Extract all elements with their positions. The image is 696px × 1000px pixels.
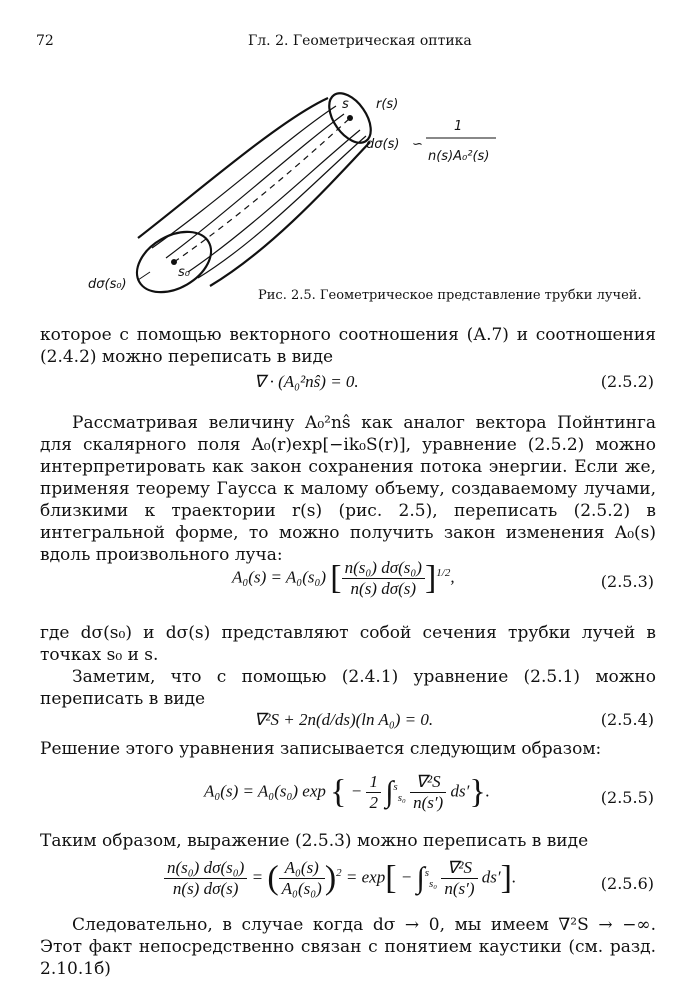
page-number: 72 [36,33,54,49]
paragraph-7: Следовательно, в случае когда dσ → 0, мы имеем ∇²S → −∞. Этот факт непосредственно связан с понятием каустики (см. разд. 2.10.1б) [40,915,656,979]
label-dsigma-s0: dσ(s₀) [88,277,127,292]
equation-2-5-5: A₀(s) = A₀(s₀) exp { − $\frac{1}{2}$ ∫$^s_{s_0}$ $\frac{\text{∇²S}}{n(s')}$ ds′}. (2.5.5) [204,772,654,812]
point-s [347,115,353,121]
paragraph-3: где dσ(s₀) и dσ(s) представляют собой сечения трубки лучей в точках s₀ и s. [40,623,656,665]
tube-upper-wall [138,98,328,238]
equation-2-5-3: A₀(s) = A₀(s₀) [ $\frac{\text{n(s₀) dσ(s₀)}}{n(s) d\sigma(s)}$ ]$^{1/2}$, (2.5.3) [232,558,654,598]
label-frac-num: 1 [454,119,463,134]
label-frac-den: n(s)A₀²(s) [428,149,490,164]
figure-caption: Рис. 2.5. Геометрическое представление трубки лучей. [258,288,642,303]
paragraph-6: Таким образом, выражение (2.5.3) можно переписать в виде [40,831,589,851]
equation-number: (2.5.4) [600,710,654,729]
paragraph-5: Решение этого уравнения записывается следующим образом: [40,739,602,759]
label-prop: ∽ [412,137,423,152]
tube-lower-wall [210,142,370,286]
equation-number: (2.5.5) [600,788,654,807]
equation-body: ∇²S + 2n(d/ds)(ln A₀) = 0. [254,710,434,729]
eq253-lhs: A₀(s) = A₀(s₀) [232,567,327,587]
eq253-power: 1/2 [436,566,451,579]
ray-tube-figure [70,80,590,310]
label-s0: s₀ [178,265,190,280]
equation-number: (2.5.3) [600,572,654,591]
paragraph-4: Заметим, что с помощью (2.4.1) уравнение (2.5.1) можно переписать в виде [40,667,656,709]
label-rs: r(s) [376,97,399,112]
running-header: Гл. 2. Геометрическая оптика [248,33,472,49]
label-s: s [342,97,349,112]
equation-body: ∇ · (A₀²nŝ) = 0. [254,372,359,391]
point-s0 [171,259,177,265]
paragraph-2: Рассматривая величину A₀²nŝ как аналог вектора Пойнтинга для скалярного поля A₀(r)exp[−ik₀S(r)], уравнение (2.5.2) можно интерпретировать как закон сохранения потока энергии. Если же, применяя теорему Гаусса к малому объему, создаваемому лучами, близкими к траектории r(s) (рис. 2.5), переписать (2.5.2) в интегральной форме, то можно получить закон изменения A₀(s) вдоль произвольного луча: [40,413,656,565]
equation-number: (2.5.6) [600,874,654,893]
equation-number: (2.5.2) [600,372,654,391]
eq253-fraction: $\frac{\text{n(s₀) dσ(s₀)}}{n(s) d\sigma(s)}$ [342,558,425,599]
paragraph-1: которое с помощью векторного соотношения (А.7) и соотношения (2.4.2) можно переписать в виде [40,325,656,367]
equation-2-5-6: $\frac{\text{n(s₀) dσ(s₀)}}{n(s) d\sigma(s)}$ = ( $\frac{\text{A₀(s)}}{\text{A₀(s₀)}}$ )$^2$ = exp[ − ∫$^s_{s_0}$ $\frac{\text{∇²S}}{n(s')}$ ds′]. (2.5.6) [0,856,696,910]
label-dsigma-s: dσ(s) [366,137,400,152]
